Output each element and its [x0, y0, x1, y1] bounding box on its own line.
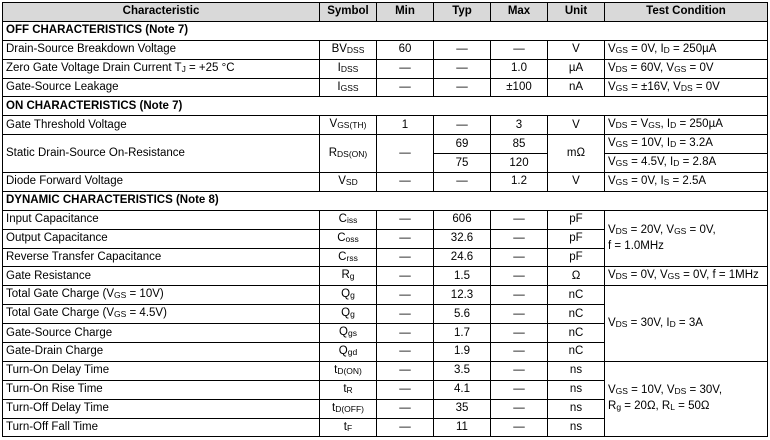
typ-cell: 35 [434, 399, 491, 418]
symbol-cell: Crss [320, 248, 377, 267]
min-cell: — [377, 361, 434, 380]
max-cell: 120 [491, 154, 548, 173]
symbol-cell: Qg [320, 286, 377, 305]
col-characteristic: Characteristic [3, 3, 320, 22]
table-row [3, 361, 768, 380]
min-cell: — [377, 418, 434, 437]
characteristic-cell: Gate Threshold Voltage [3, 116, 320, 135]
symbol-cell: tD(ON) [320, 361, 377, 380]
max-cell: 1.0 [491, 59, 548, 78]
max-cell: ±100 [491, 78, 548, 97]
header-row [3, 3, 768, 22]
max-cell: — [491, 210, 548, 229]
max-cell: — [491, 286, 548, 305]
table-row [3, 78, 768, 97]
typ-cell: 11 [434, 418, 491, 437]
min-cell: — [377, 399, 434, 418]
max-cell: — [491, 305, 548, 324]
table-row [3, 286, 768, 305]
typ-cell: 5.6 [434, 305, 491, 324]
symbol-cell: Rg [320, 267, 377, 286]
max-cell: — [491, 399, 548, 418]
characteristic-cell: Total Gate Charge (VGS = 10V) [3, 286, 320, 305]
min-cell: — [377, 173, 434, 192]
min-cell: — [377, 324, 434, 343]
characteristic-cell: Turn-Off Fall Time [3, 418, 320, 437]
characteristic-cell: Turn-On Rise Time [3, 380, 320, 399]
max-cell: — [491, 361, 548, 380]
unit-cell: µA [548, 59, 605, 78]
min-cell: — [377, 229, 434, 248]
min-cell: 1 [377, 116, 434, 135]
unit-cell: pF [548, 248, 605, 267]
characteristic-cell: Gate Resistance [3, 267, 320, 286]
unit-cell: pF [548, 229, 605, 248]
max-cell: — [491, 248, 548, 267]
characteristic-cell: Zero Gate Voltage Drain Current TJ = +25 °C [3, 59, 320, 78]
min-cell: — [377, 380, 434, 399]
max-cell: 85 [491, 135, 548, 154]
characteristic-cell: Gate-Source Leakage [3, 78, 320, 97]
min-cell: — [377, 248, 434, 267]
condition-cell: VDS = 30V, ID = 3A [605, 286, 768, 362]
col-test-condition: Test Condition [605, 3, 768, 22]
condition-cell: VGS = 0V, IS = 2.5A [605, 173, 768, 192]
max-cell: — [491, 343, 548, 362]
typ-cell: — [434, 40, 491, 59]
table-row [3, 210, 768, 229]
typ-cell: 1.5 [434, 267, 491, 286]
max-cell: 3 [491, 116, 548, 135]
unit-cell: nC [548, 343, 605, 362]
unit-cell: mΩ [548, 135, 605, 173]
symbol-cell: tD(OFF) [320, 399, 377, 418]
unit-cell: V [548, 173, 605, 192]
min-cell: — [377, 343, 434, 362]
section-on: ON CHARACTERISTICS (Note 7) [3, 97, 768, 116]
symbol-cell: Ciss [320, 210, 377, 229]
typ-cell: — [434, 59, 491, 78]
characteristic-cell: Drain-Source Breakdown Voltage [3, 40, 320, 59]
col-typ: Typ [434, 3, 491, 22]
symbol-cell: Qg [320, 305, 377, 324]
typ-cell: 606 [434, 210, 491, 229]
table-row [3, 40, 768, 59]
unit-cell: pF [548, 210, 605, 229]
typ-cell: 75 [434, 154, 491, 173]
characteristic-cell: Gate-Source Charge [3, 324, 320, 343]
typ-cell: — [434, 173, 491, 192]
unit-cell: V [548, 116, 605, 135]
symbol-cell: VSD [320, 173, 377, 192]
unit-cell: nC [548, 324, 605, 343]
characteristic-cell: Output Capacitance [3, 229, 320, 248]
symbol-cell: Qgs [320, 324, 377, 343]
col-min: Min [377, 3, 434, 22]
min-cell: — [377, 267, 434, 286]
symbol-cell: IDSS [320, 59, 377, 78]
unit-cell: nC [548, 305, 605, 324]
symbol-cell: Qgd [320, 343, 377, 362]
min-cell: — [377, 78, 434, 97]
condition-cell: VGS = 4.5V, ID = 2.8A [605, 154, 768, 173]
col-max: Max [491, 3, 548, 22]
typ-cell: 24.6 [434, 248, 491, 267]
min-cell: 60 [377, 40, 434, 59]
unit-cell: ns [548, 361, 605, 380]
min-cell: — [377, 210, 434, 229]
max-cell: — [491, 267, 548, 286]
table-row [3, 173, 768, 192]
min-cell: — [377, 286, 434, 305]
typ-cell: 12.3 [434, 286, 491, 305]
characteristic-cell: Gate-Drain Charge [3, 343, 320, 362]
table-row [3, 267, 768, 286]
min-cell: — [377, 59, 434, 78]
unit-cell: nC [548, 286, 605, 305]
symbol-cell: RDS(ON) [320, 135, 377, 173]
typ-cell: 1.7 [434, 324, 491, 343]
condition-cell: VGS = 0V, ID = 250µA [605, 40, 768, 59]
table-row [3, 135, 768, 154]
unit-cell: nA [548, 78, 605, 97]
typ-cell: 1.9 [434, 343, 491, 362]
condition-cell: VDS = VGS, ID = 250µA [605, 116, 768, 135]
condition-cell: VGS = 10V, ID = 3.2A [605, 135, 768, 154]
symbol-cell: BVDSS [320, 40, 377, 59]
col-unit: Unit [548, 3, 605, 22]
characteristic-cell: Static Drain-Source On-Resistance [3, 135, 320, 173]
max-cell: — [491, 418, 548, 437]
min-cell: — [377, 305, 434, 324]
section-dynamic: DYNAMIC CHARACTERISTICS (Note 8) [3, 191, 768, 210]
typ-cell: — [434, 116, 491, 135]
condition-cell: VGS = ±16V, VDS = 0V [605, 78, 768, 97]
condition-cell: VDS = 20V, VGS = 0V, f = 1.0MHz [605, 210, 768, 267]
electrical-characteristics-table [2, 2, 768, 437]
max-cell: 1.2 [491, 173, 548, 192]
typ-cell: 69 [434, 135, 491, 154]
table-row [3, 116, 768, 135]
max-cell: — [491, 40, 548, 59]
typ-cell: — [434, 78, 491, 97]
col-symbol: Symbol [320, 3, 377, 22]
characteristic-cell: Total Gate Charge (VGS = 4.5V) [3, 305, 320, 324]
max-cell: — [491, 229, 548, 248]
symbol-cell: VGS(TH) [320, 116, 377, 135]
condition-cell: VDS = 0V, VGS = 0V, f = 1MHz [605, 267, 768, 286]
min-cell: — [377, 135, 434, 173]
characteristic-cell: Input Capacitance [3, 210, 320, 229]
max-cell: — [491, 324, 548, 343]
symbol-cell: tR [320, 380, 377, 399]
characteristic-cell: Diode Forward Voltage [3, 173, 320, 192]
typ-cell: 4.1 [434, 380, 491, 399]
unit-cell: V [548, 40, 605, 59]
characteristic-cell: Turn-On Delay Time [3, 361, 320, 380]
characteristic-cell: Reverse Transfer Capacitance [3, 248, 320, 267]
condition-cell: VGS = 10V, VDS = 30V, Rg = 20Ω, RL = 50Ω [605, 361, 768, 437]
max-cell: — [491, 380, 548, 399]
table-row [3, 59, 768, 78]
unit-cell: Ω [548, 267, 605, 286]
symbol-cell: IGSS [320, 78, 377, 97]
typ-cell: 3.5 [434, 361, 491, 380]
condition-cell: VDS = 60V, VGS = 0V [605, 59, 768, 78]
unit-cell: ns [548, 418, 605, 437]
symbol-cell: tF [320, 418, 377, 437]
section-off: OFF CHARACTERISTICS (Note 7) [3, 21, 768, 40]
characteristic-cell: Turn-Off Delay Time [3, 399, 320, 418]
typ-cell: 32.6 [434, 229, 491, 248]
unit-cell: ns [548, 380, 605, 399]
symbol-cell: Coss [320, 229, 377, 248]
unit-cell: ns [548, 399, 605, 418]
